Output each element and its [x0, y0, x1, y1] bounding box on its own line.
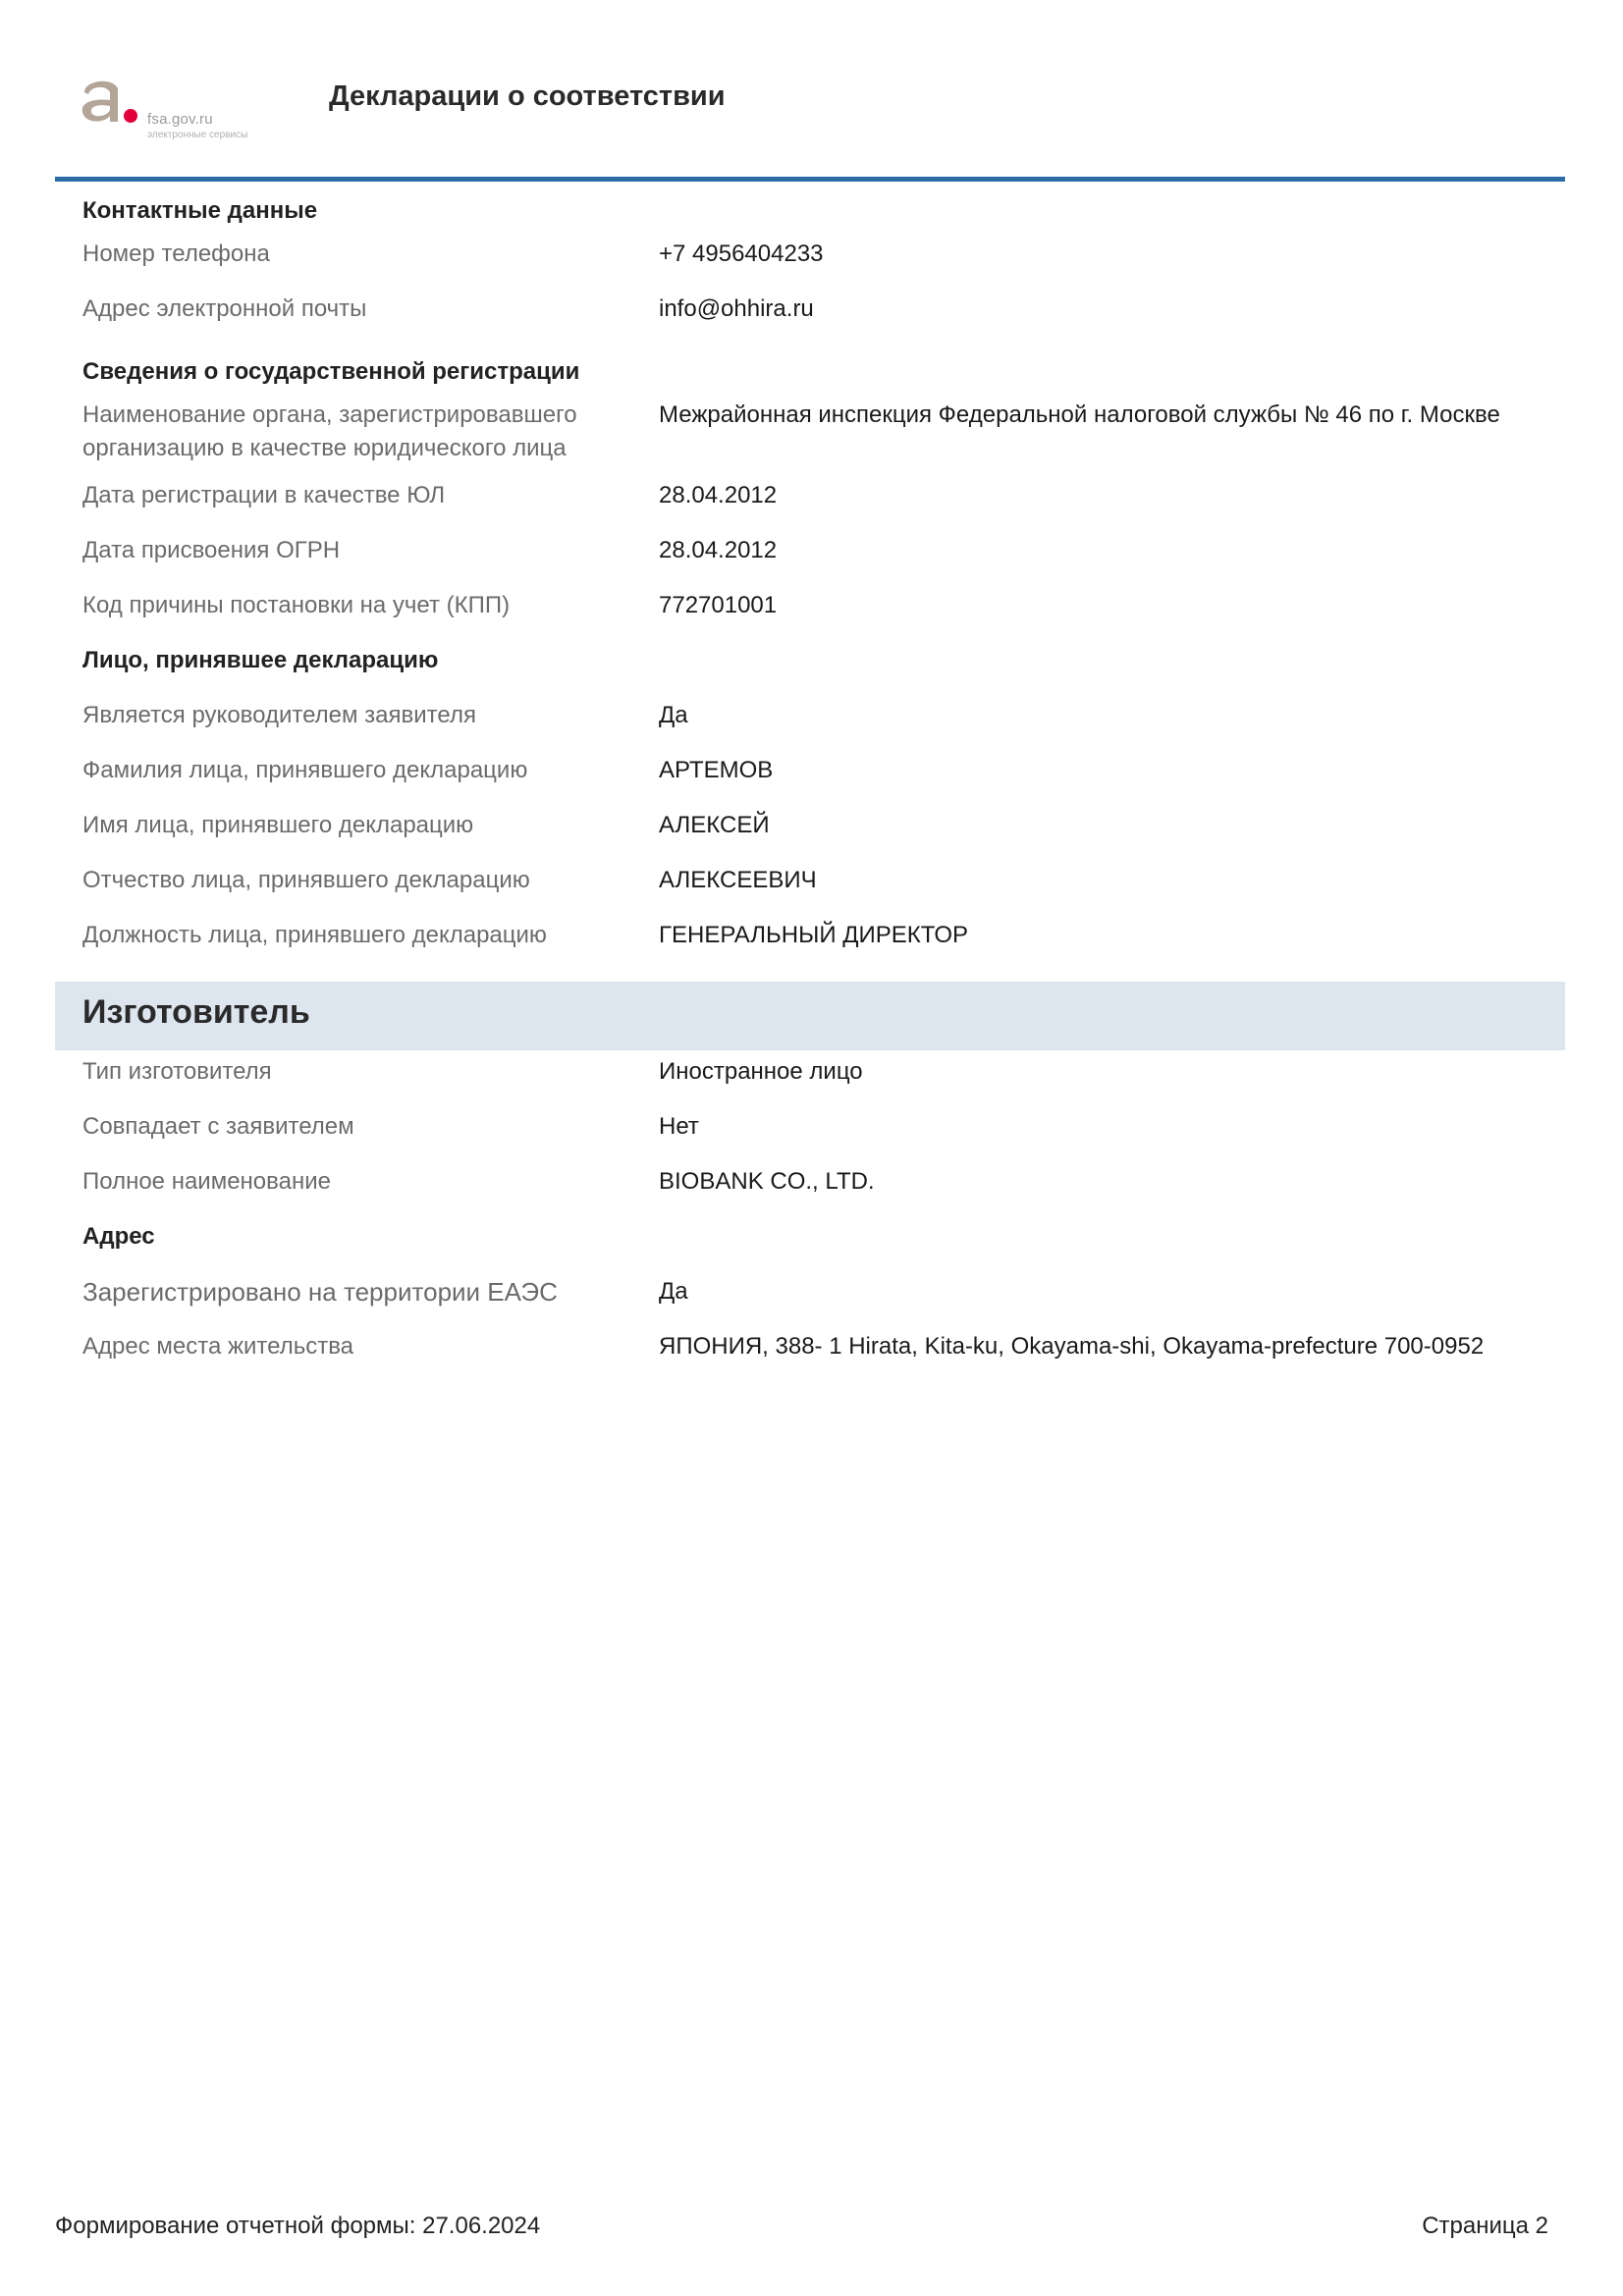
reg-date-row [55, 479, 1565, 512]
manufacturer-type-row [55, 1055, 1565, 1089]
email-value: info@ohhira.ru [659, 295, 814, 322]
header-divider [55, 177, 1565, 182]
address-heading: Адрес [82, 1223, 155, 1250]
ogrn-date-label: Дата присвоения ОГРН [82, 537, 341, 563]
residence-value: ЯПОНИЯ, 388- 1 Hirata, Kita-ku, Okayama-shi, Okayama-prefecture 700-0952 [659, 1333, 1485, 1360]
name-row [55, 809, 1565, 842]
matches-applicant-value: Нет [659, 1113, 699, 1140]
full-name-row [55, 1165, 1565, 1199]
reg-date-value: 28.04.2012 [659, 482, 778, 508]
manufacturer-section-band [55, 982, 1565, 1050]
logo-domain-text: fsa.gov.ru [147, 111, 213, 128]
reg-date-label: Дата регистрации в качестве ЮЛ [82, 482, 446, 508]
registration-heading: Сведения о государственной регистрации [82, 358, 580, 385]
position-row [55, 919, 1565, 952]
full-name-label: Полное наименование [82, 1168, 331, 1195]
eaeu-value: Да [659, 1278, 688, 1305]
generation-date-footer [55, 2213, 540, 2240]
residence-label: Адрес места жительства [82, 1333, 354, 1360]
page-title: Декларации о соответствии [329, 80, 726, 112]
manufacturer-type-value: Иностранное лицо [659, 1058, 863, 1085]
declarant-heading: Лицо, принявшее декларацию [82, 647, 439, 673]
kpp-row [55, 589, 1565, 622]
logo-subtext: электронные сервисы [147, 130, 248, 140]
position-label: Должность лица, принявшего декларацию [82, 922, 547, 948]
surname-row [55, 754, 1565, 787]
name-label: Имя лица, принявшего декларацию [82, 812, 474, 838]
residence-row [55, 1330, 1565, 1363]
email-row [55, 293, 1565, 326]
phone-value: +7 4956404233 [659, 240, 824, 267]
generation-date-text: Формирование отчетной формы: 27.06.2024 [55, 2213, 541, 2239]
page-header [0, 0, 1623, 187]
manufacturer-section-title: Изготовитель [82, 993, 310, 1031]
patronymic-row [55, 864, 1565, 897]
document-body [55, 187, 1565, 1363]
authority-label: Наименование органа, зарегистрировавшего организацию в качестве юридического лица [82, 401, 577, 461]
kpp-value: 772701001 [659, 592, 778, 618]
is-head-row [55, 699, 1565, 732]
patronymic-value: АЛЕКСЕЕВИЧ [659, 867, 817, 893]
matches-applicant-row [55, 1110, 1565, 1144]
ogrn-date-value: 28.04.2012 [659, 537, 778, 563]
kpp-label: Код причины постановки на учет (КПП) [82, 592, 511, 618]
surname-label: Фамилия лица, принявшего декларацию [82, 757, 528, 783]
name-value: АЛЕКСЕЙ [659, 812, 770, 838]
page-number-text: Страница 2 [1422, 2213, 1548, 2239]
matches-applicant-label: Совпадает с заявителем [82, 1113, 354, 1140]
contacts-heading: Контактные данные [82, 197, 318, 224]
phone-row [55, 238, 1565, 271]
eaeu-label: Зарегистрировано на территории ЕАЭС [82, 1277, 558, 1307]
manufacturer-type-label: Тип изготовителя [82, 1058, 272, 1085]
patronymic-label: Отчество лица, принявшего декларацию [82, 867, 530, 893]
phone-label: Номер телефона [82, 240, 270, 267]
authority-value: Межрайонная инспекция Федеральной налоговой службы № 46 по г. Москве [659, 401, 1500, 428]
fsa-logo-icon [77, 73, 145, 132]
is-head-value: Да [659, 702, 688, 728]
ogrn-date-row [55, 534, 1565, 567]
page-number-footer [1422, 2213, 1548, 2240]
email-label: Адрес электронной почты [82, 295, 367, 322]
fsa-logo [77, 73, 273, 147]
full-name-value: BIOBANK CO., LTD. [659, 1168, 875, 1195]
position-value: ГЕНЕРАЛЬНЫЙ ДИРЕКТОР [659, 922, 969, 948]
authority-row [55, 399, 1565, 465]
surname-value: АРТЕМОВ [659, 757, 774, 783]
eaeu-row [55, 1275, 1565, 1308]
is-head-label: Является руководителем заявителя [82, 702, 476, 728]
